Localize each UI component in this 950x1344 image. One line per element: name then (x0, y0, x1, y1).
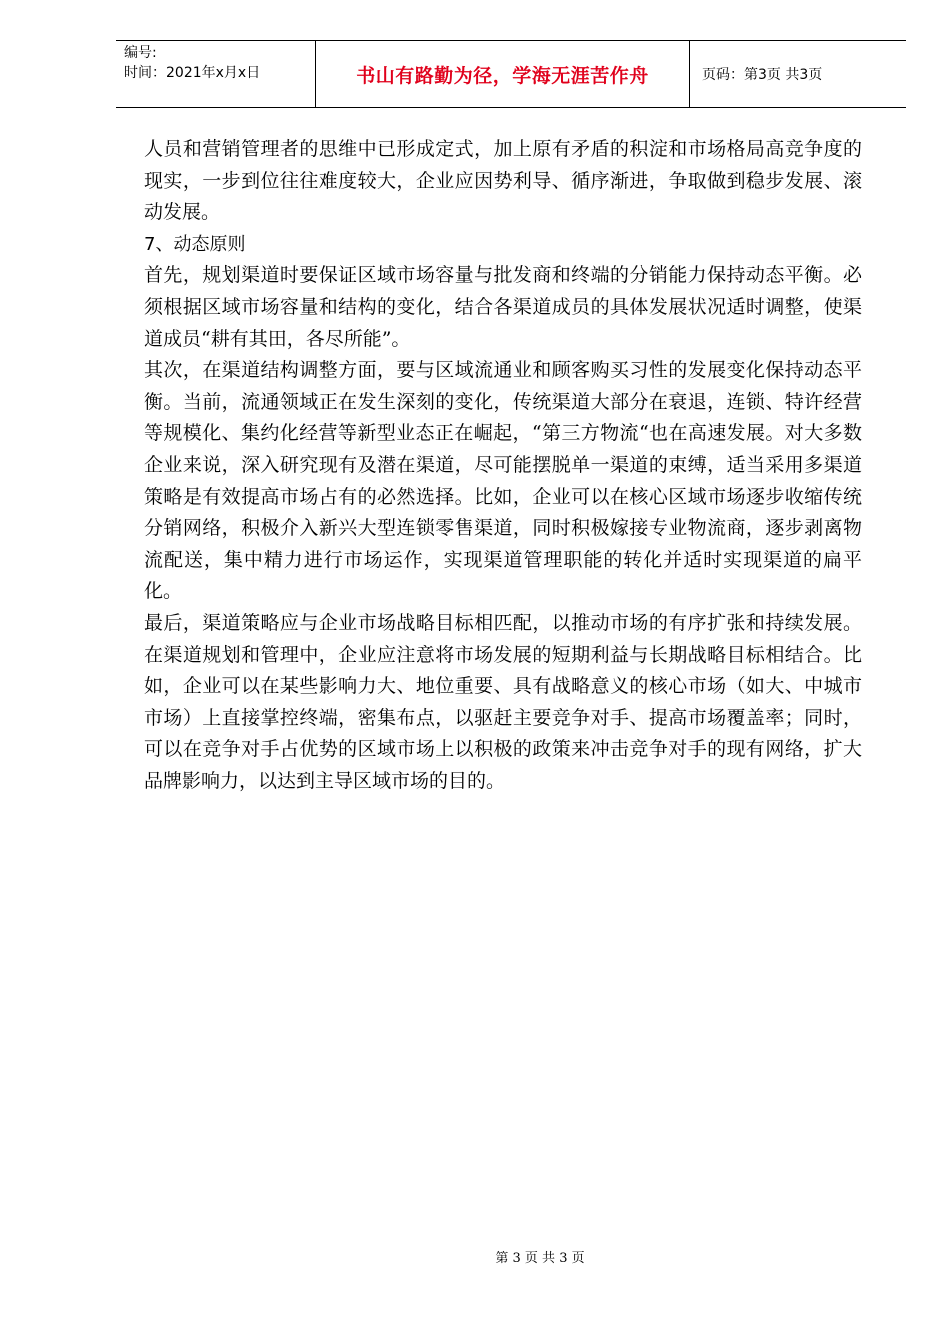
header-motto: 书山有路勤为径，学海无涯苦作舟 (316, 41, 690, 107)
page-header (116, 40, 906, 108)
header-page-info: 页码：第3页 共3页 (702, 67, 823, 83)
header-meta (116, 41, 316, 107)
page-footer: 第 3 页 共 3 页 (495, 1251, 585, 1266)
paragraph-first: 首先，规划渠道时要保证区域市场容量与批发商和终端的分销能力保持动态平衡。必须根据区域市场容量和结构的变化，结合各渠道成员的具体发展状况适时调整，使渠道成员“耕有其田，各尽所能”。 (144, 264, 862, 350)
number-label: 编号: (124, 45, 157, 61)
document-body (144, 134, 862, 797)
time-label: 时间：2021年x月x日 (124, 65, 261, 81)
paragraph-last: 最后，渠道策略应与企业市场战略目标相匹配，以推动市场的有序扩张和持续发展。在渠道规划和管理中，企业应注意将市场发展的短期利益与长期战略目标相结合。比如，企业可以在某些影响力大、地位重要、具有战略意义的核心市场（如大、中城市市场）上直接掌控终端，密集布点，以驱赶主要竞争对手、提高市场覆盖率；同时，可以在竞争对手占优势的区域市场上以积极的政策来冲击竞争对手的现有网络，扩大品牌影响力，以达到主导区域市场的目的。 (144, 611, 862, 792)
paragraph-second: 其次，在渠道结构调整方面，要与区域流通业和顾客购买习性的发展变化保持动态平衡。当前，流通领域正在发生深刻的变化，传统渠道大部分在衰退，连锁、特许经营等规模化、集约化经营等新型业态正在崛起，“第三方物流“也在高速发展。对大多数企业来说，深入研究现有及潜在渠道，尽可能摆脱单一渠道的束缚，适当采用多渠道策略是有效提高市场占有的必然选择。比如，企业可以在核心区域市场逐步收缩传统分销网络，积极介入新兴大型连锁零售渠道，同时积极嫁接专业物流商，逐步剥离物流配送，集中精力进行市场运作，实现渠道管理职能的转化并适时实现渠道的扁平化。 (144, 359, 862, 603)
section-heading: 7、动态原则 (144, 233, 246, 255)
paragraph-continuation: 人员和营销管理者的思维中已形成定式，加上原有矛盾的积淀和市场格局高竞争度的现实，一步到位往往难度较大，企业应因势利导、循序渐进，争取做到稳步发展、滚动发展。 (144, 138, 862, 224)
